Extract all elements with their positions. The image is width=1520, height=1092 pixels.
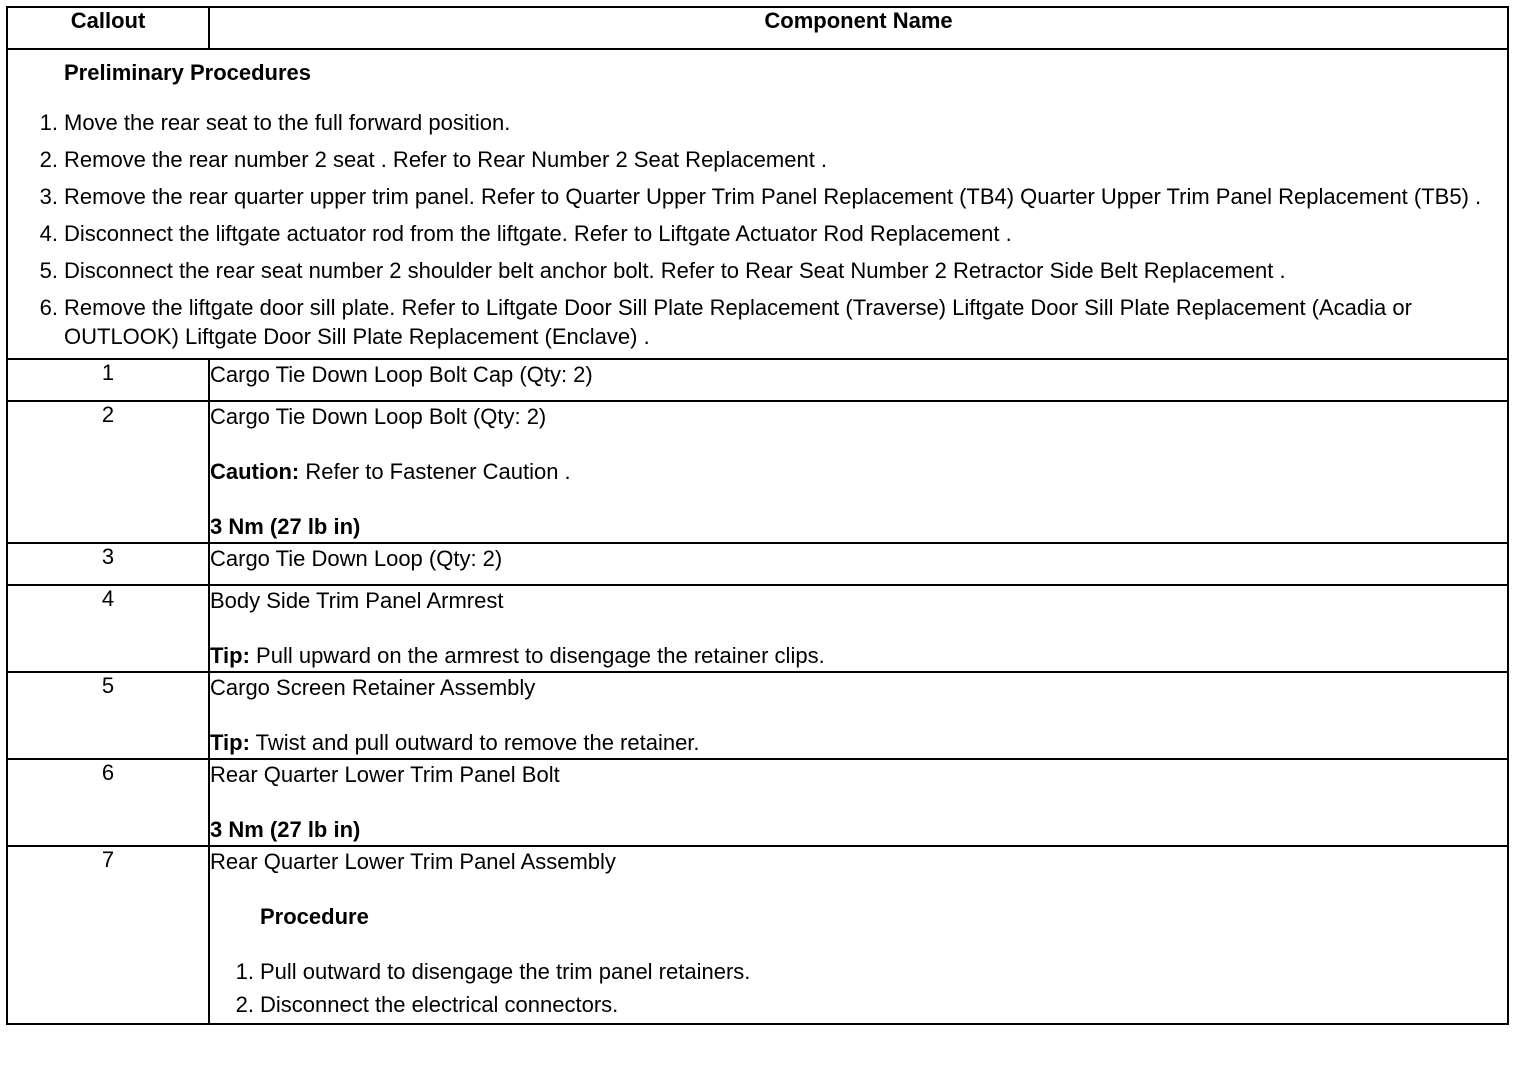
tip-label: Tip: <box>210 730 250 755</box>
preliminary-step <box>8 108 1507 138</box>
callout-cell: 4 <box>7 585 209 672</box>
step-text: Remove the rear number 2 seat . Refer to Rear Number 2 Seat Replacement . <box>64 147 828 172</box>
preliminary-steps <box>8 108 1507 351</box>
component-name-header: Component Name <box>209 7 1508 49</box>
procedure-steps <box>210 957 1507 1020</box>
torque-spec: 3 Nm (27 lb in) <box>210 817 361 842</box>
step-number: 2. <box>235 992 254 1017</box>
component-cell <box>209 672 1508 759</box>
preliminary-title: Preliminary Procedures <box>64 60 312 85</box>
procedure-step <box>210 990 1507 1020</box>
caution-text: Refer to Fastener Caution . <box>299 459 571 484</box>
tip-text: Pull upward on the armrest to disengage the retainer clips. <box>249 643 825 668</box>
tip-label: Tip: <box>210 643 250 668</box>
step-number: 4. <box>39 221 58 246</box>
component-table <box>6 6 1509 1025</box>
step-text: Pull outward to disengage the trim panel retainers. <box>260 959 751 984</box>
step-text: Move the rear seat to the full forward position. <box>64 110 511 135</box>
step-text: Remove the liftgate door sill plate. Refer to Liftgate Door Sill Plate Replacement (Traverse) Liftgate Door Sill Plate Replacement (Acadia or OUTLOOK) Liftgate Door Sill Plate Replacement (Enclave) . <box>64 295 1412 349</box>
component-cell <box>209 359 1508 401</box>
callout-cell: 7 <box>7 846 209 1024</box>
procedure-title: Procedure <box>260 904 369 929</box>
table-row <box>7 401 1508 543</box>
component-cell <box>209 543 1508 585</box>
header-row <box>7 7 1508 49</box>
step-text: Remove the rear quarter upper trim panel. Refer to Quarter Upper Trim Panel Replacement (TB4) Quarter Upper Trim Panel Replacement (TB5) . <box>64 184 1482 209</box>
step-number: 1. <box>235 959 254 984</box>
step-text: Disconnect the electrical connectors. <box>260 992 619 1017</box>
component-cell <box>209 585 1508 672</box>
table-row <box>7 672 1508 759</box>
preliminary-step <box>8 182 1507 212</box>
tip-text: Twist and pull outward to remove the retainer. <box>249 730 700 755</box>
step-number: 3. <box>39 184 58 209</box>
tip-note <box>210 728 1507 758</box>
step-number: 6. <box>39 295 58 320</box>
component-name: Rear Quarter Lower Trim Panel Bolt <box>210 762 560 787</box>
table-row <box>7 759 1508 846</box>
callout-header: Callout <box>7 7 209 49</box>
torque-spec: 3 Nm (27 lb in) <box>210 514 361 539</box>
table-row <box>7 359 1508 401</box>
component-cell <box>209 846 1508 1024</box>
component-name: Body Side Trim Panel Armrest <box>210 588 504 613</box>
component-name: Cargo Tie Down Loop Bolt Cap (Qty: 2) <box>210 362 593 387</box>
table-row <box>7 543 1508 585</box>
step-text: Disconnect the liftgate actuator rod from the liftgate. Refer to Liftgate Actuator Rod Replacement . <box>64 221 1012 246</box>
table-row <box>7 585 1508 672</box>
preliminary-step <box>8 256 1507 286</box>
step-text: Disconnect the rear seat number 2 shoulder belt anchor bolt. Refer to Rear Seat Number 2 Retractor Side Belt Replacement . <box>64 258 1286 283</box>
step-number: 2. <box>39 147 58 172</box>
callout-cell: 6 <box>7 759 209 846</box>
procedure-step <box>210 957 1507 987</box>
preliminary-step <box>8 219 1507 249</box>
component-cell <box>209 759 1508 846</box>
caution-note <box>210 457 1507 487</box>
caution-label: Caution: <box>210 459 300 484</box>
table-row <box>7 846 1508 1024</box>
callout-cell: 5 <box>7 672 209 759</box>
step-number: 5. <box>39 258 58 283</box>
preliminary-step <box>8 145 1507 175</box>
component-name: Rear Quarter Lower Trim Panel Assembly <box>210 849 616 874</box>
callout-cell: 3 <box>7 543 209 585</box>
callout-cell: 1 <box>7 359 209 401</box>
component-cell <box>209 401 1508 543</box>
preliminary-row <box>7 49 1508 359</box>
component-name: Cargo Tie Down Loop Bolt (Qty: 2) <box>210 404 547 429</box>
preliminary-step <box>8 293 1507 351</box>
component-name: Cargo Tie Down Loop (Qty: 2) <box>210 546 503 571</box>
preliminary-cell <box>7 49 1508 359</box>
step-number: 1. <box>39 110 58 135</box>
callout-cell: 2 <box>7 401 209 543</box>
component-name: Cargo Screen Retainer Assembly <box>210 675 536 700</box>
tip-note <box>210 641 1507 671</box>
